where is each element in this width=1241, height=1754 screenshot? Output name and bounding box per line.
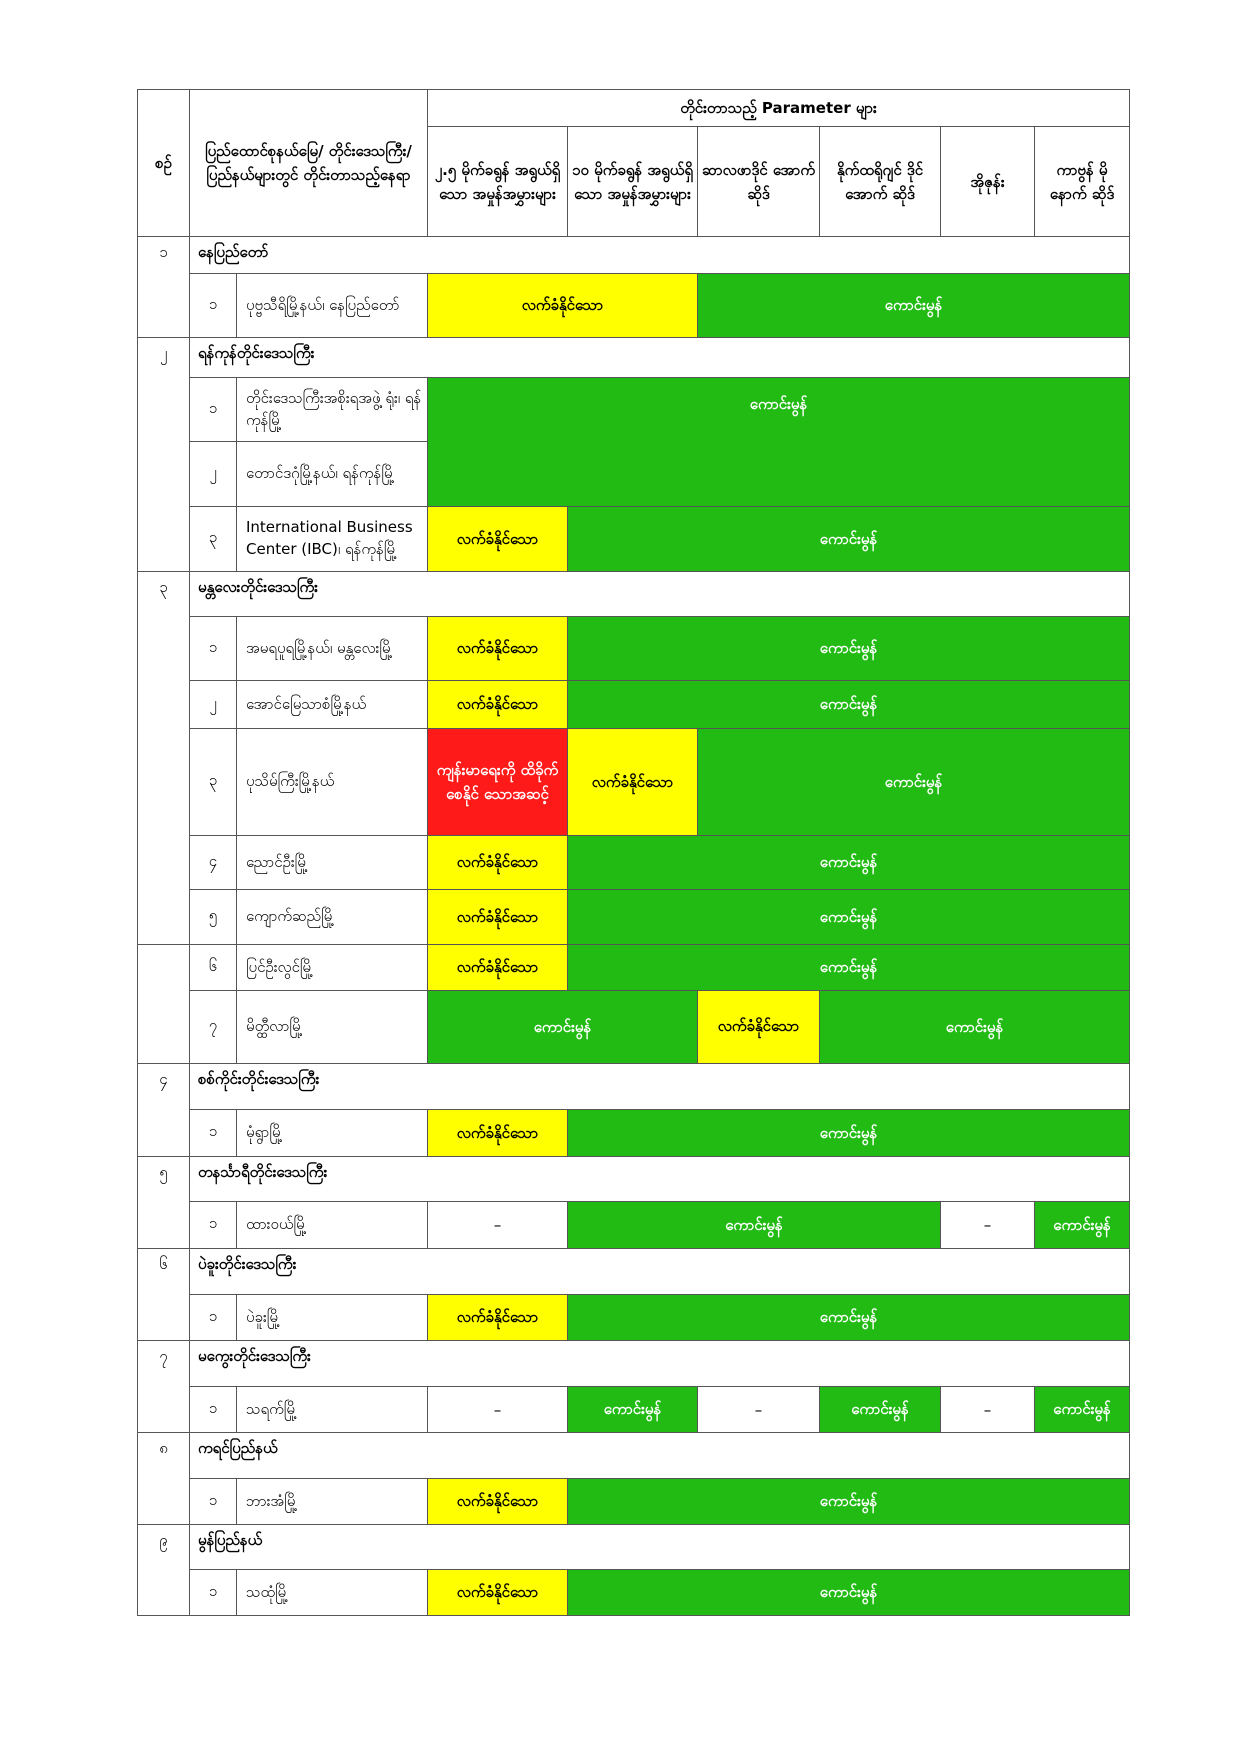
site-name: ဘားအံမြို့ <box>237 1479 428 1525</box>
site-name: ပုသိမ်ကြီးမြို့နယ် <box>237 729 428 836</box>
status-moderate: လက်ခံနိုင်သော <box>428 945 568 991</box>
site-name: သရက်မြို့ <box>237 1387 428 1433</box>
status-moderate: လက်ခံနိုင်သော <box>428 836 568 890</box>
region-number: ၄ <box>138 1064 190 1157</box>
status-dash: – <box>941 1202 1035 1249</box>
region-name: မန္တလေးတိုင်းဒေသကြီး <box>190 572 1130 617</box>
site-name: တိုင်းဒေသကြီးအစိုးရအဖွဲ့ ရုံး၊ ရန်ကုန်မြို့ <box>237 378 428 442</box>
site-name: မိတ္ထီလာမြို့ <box>237 991 428 1064</box>
status-moderate: လက်ခံနိုင်သော <box>428 1479 568 1525</box>
status-good: ကောင်းမွန် <box>568 945 1130 991</box>
site-number: ၁ <box>190 1295 237 1341</box>
status-good: ကောင်းမွန် <box>568 681 1130 729</box>
status-good: ကောင်းမွန် <box>568 1570 1130 1616</box>
site-number: ၁ <box>190 378 237 442</box>
site-number: ၃ <box>190 507 237 572</box>
status-unhealthy: ကျန်းမာရေးကို ထိခိုက်စေနိုင် သောအဆင့် <box>428 729 568 836</box>
region-name: တနင်္သာရီတိုင်းဒေသကြီး <box>190 1157 1130 1202</box>
site-name: International Business Center (IBC)၊ ရန်ကုန်မြို့ <box>237 507 428 572</box>
status-good: ကောင်းမွန် <box>568 1295 1130 1341</box>
site-number: ၆ <box>190 945 237 991</box>
header-co: ကာဗွန် မိုနောက် ဆိုဒ် <box>1035 127 1130 237</box>
site-number: ၁ <box>190 1202 237 1249</box>
status-moderate: လက်ခံနိုင်သော <box>428 890 568 945</box>
status-good: ကောင်းမွန် <box>428 378 1130 507</box>
status-good: ကောင်းမွန် <box>698 729 1130 836</box>
site-number: ၇ <box>190 991 237 1064</box>
region-name: ပဲခူးတိုင်းဒေသကြီး <box>190 1249 1130 1295</box>
status-good: ကောင်းမွန် <box>568 507 1130 572</box>
region-number: ၃ <box>138 572 190 945</box>
site-number: ၁ <box>190 274 237 338</box>
status-good: ကောင်းမွန် <box>568 617 1130 681</box>
status-dash: – <box>941 1387 1035 1433</box>
site-name: အမရပူရမြို့နယ်၊ မန္တလေးမြို့ <box>237 617 428 681</box>
status-good: ကောင်းမွန် <box>1035 1202 1130 1249</box>
status-dash: – <box>698 1387 820 1433</box>
status-moderate: လက်ခံနိုင်သော <box>428 274 698 338</box>
site-number: ၁ <box>190 1387 237 1433</box>
site-name: သထုံမြို့ <box>237 1570 428 1616</box>
status-moderate: လက်ခံနိုင်သော <box>428 507 568 572</box>
site-name: ပဲခူးမြို့ <box>237 1295 428 1341</box>
header-so2: ဆာလဖာဒိုင် အောက်ဆိုဒ် <box>698 127 820 237</box>
region-number: ၁ <box>138 237 190 338</box>
status-dash: – <box>428 1202 568 1249</box>
empty-cell <box>138 945 190 1064</box>
site-name: ညောင်ဦးမြို့ <box>237 836 428 890</box>
status-good: ကောင်းမွန် <box>568 1110 1130 1157</box>
status-moderate: လက်ခံနိုင်သော <box>698 991 820 1064</box>
status-good: ကောင်းမွန် <box>820 991 1130 1064</box>
region-name: ရန်ကုန်တိုင်းဒေသကြီး <box>190 338 1130 378</box>
site-number: ၁ <box>190 1110 237 1157</box>
status-good: ကောင်းမွန် <box>820 1387 941 1433</box>
status-good: ကောင်းမွန် <box>568 1202 941 1249</box>
region-number: ၇ <box>138 1341 190 1433</box>
status-moderate: လက်ခံနိုင်သော <box>428 1295 568 1341</box>
region-name: စစ်ကိုင်းတိုင်းဒေသကြီး <box>190 1064 1130 1110</box>
region-name: မကွေးတိုင်းဒေသကြီး <box>190 1341 1130 1387</box>
header-o3: အိုဇုန်း <box>941 127 1035 237</box>
site-number: ၁ <box>190 617 237 681</box>
site-number: ၁ <box>190 1570 237 1616</box>
status-good: ကောင်းမွန် <box>568 1479 1130 1525</box>
header-pm10: ၁၀ မိုက်ခရွန် အရွယ်ရှိသော အမှုန်အမွှားများ <box>568 127 698 237</box>
status-moderate: လက်ခံနိုင်သော <box>428 1570 568 1616</box>
status-good: ကောင်းမွန် <box>568 836 1130 890</box>
region-number: ၅ <box>138 1157 190 1249</box>
site-name: မုံရွာမြို့ <box>237 1110 428 1157</box>
status-good: ကောင်းမွန် <box>1035 1387 1130 1433</box>
site-number: ၂ <box>190 681 237 729</box>
region-name: ကရင်ပြည်နယ် <box>190 1433 1130 1479</box>
site-number: ၄ <box>190 836 237 890</box>
header-no2: နိုက်ထရိုဂျင် ဒိုင်အောက် ဆိုဒ် <box>820 127 941 237</box>
region-number: ၆ <box>138 1249 190 1341</box>
status-dash: – <box>428 1387 568 1433</box>
region-name: မွန်ပြည်နယ် <box>190 1525 1130 1570</box>
region-number: ၂ <box>138 338 190 572</box>
status-moderate: လက်ခံနိုင်သော <box>428 681 568 729</box>
status-moderate: လက်ခံနိုင်သော <box>428 617 568 681</box>
status-good: ကောင်းမွန် <box>568 890 1130 945</box>
site-name: ထားဝယ်မြို့ <box>237 1202 428 1249</box>
header-pm25: ၂.၅ မိုက်ခရွန် အရွယ်ရှိသော အမှုန်အမွှားများ <box>428 127 568 237</box>
site-name: ကျောက်ဆည်မြို့ <box>237 890 428 945</box>
site-number: ၂ <box>190 442 237 507</box>
site-name: အောင်မြေသာစံမြို့နယ် <box>237 681 428 729</box>
site-number: ၅ <box>190 890 237 945</box>
site-name: ပြင်ဦးလွင်မြို့ <box>237 945 428 991</box>
region-number: ၉ <box>138 1525 190 1616</box>
status-good: ကောင်းမွန် <box>428 991 698 1064</box>
region-number: ၈ <box>138 1433 190 1525</box>
status-good: ကောင်းမွန် <box>568 1387 698 1433</box>
header-location: ပြည်ထောင်စုနယ်မြေ/ တိုင်းဒေသကြီး/ ပြည်နယ်များတွင် တိုင်းတာသည့်နေရာ <box>190 90 428 237</box>
site-name: ပုဗ္ဗသီရိမြို့နယ်၊ နေပြည်တော် <box>237 274 428 338</box>
site-number: ၁ <box>190 1479 237 1525</box>
status-moderate: လက်ခံနိုင်သော <box>428 1110 568 1157</box>
site-number: ၃ <box>190 729 237 836</box>
region-name: နေပြည်တော် <box>190 237 1130 274</box>
status-good: ကောင်းမွန် <box>698 274 1130 338</box>
header-parameters: တိုင်းတာသည့် Parameter များ <box>428 90 1130 127</box>
air-quality-table <box>137 89 1130 1616</box>
site-name: တောင်ဒဂုံမြို့နယ်၊ ရန်ကုန်မြို့ <box>237 442 428 507</box>
status-moderate: လက်ခံနိုင်သော <box>568 729 698 836</box>
header-no: စဉ် <box>138 90 190 237</box>
